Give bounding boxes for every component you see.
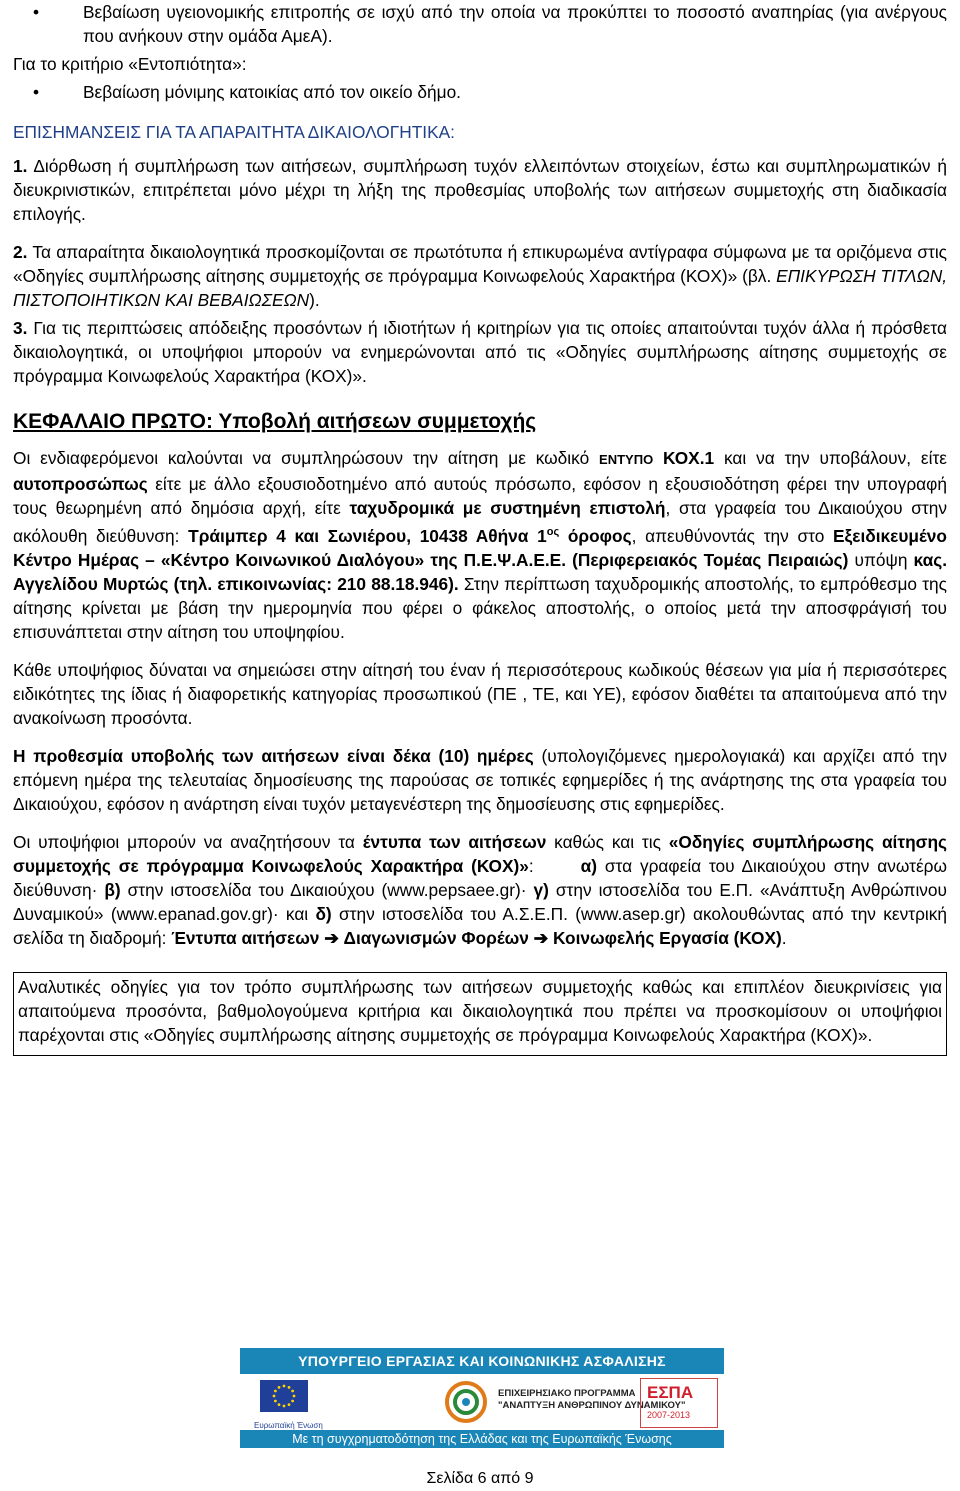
note-italic: ΕΠΙΚΥΡΩΣΗ ΤΙΤΛΩΝ, ΠΙΣΤΟΠΟΙΗΤΙΚΩΝ ΚΑΙ ΒΕΒΑΙΩΣΕΩΝ bbox=[13, 266, 947, 310]
text-span: υπόψη bbox=[848, 549, 914, 570]
path-step-competitions: Διαγωνισμών Φορέων bbox=[343, 927, 529, 948]
text-span: : bbox=[528, 855, 534, 876]
note-text: Τα απαραίτητα δικαιολογητικά προσκομίζονται σε πρωτότυπα ή επικυρωμένα αντίγραφα σύμφωνα με τα οριζόμενα στις «Οδηγίες συμπλήρωσης αίτησης συμμετοχής σε πρόγραμμα Κοινωφελούς Χαρακτήρα (ΚΟΧ)» (βλ. bbox=[13, 242, 947, 286]
espa-years: 2007-2013 bbox=[647, 1410, 691, 1420]
funding-logos-band bbox=[240, 1348, 724, 1448]
text-span: και να την υποβάλουν, είτε bbox=[714, 448, 947, 468]
bullet-icon: • bbox=[33, 82, 40, 102]
text-span: (υπολογιζόμενες ημερολογιακά) και αρχίζει από την επόμενη ημέρα της τελευταίας δημοσίευσης της παρούσας σε τοπικές εφημερίδες ή της ανάρτησης της στα γραφεία του Δικαιούχου, εφόσον η ανάρτηση είναι τυχόν μεταγενέστερη της δημοσίευσης στις εφημερίδες. bbox=[13, 745, 947, 814]
address-text: Τράιμπερ 4 και Σωνιέρου, 10438 Αθήνα 1 bbox=[188, 525, 547, 546]
note-text: Διόρθωση ή συμπλήρωση των αιτήσεων, συμπλήρωση τυχόν ελλειπόντων στοιχείων, έστω και συμπληρωματικών ή διευκρινιστικών, επιτρέπεται μόνο μέχρι τη λήξη της προθεσμίας υποβολής των αιτήσεων συμμετοχής στη διαδικασία επιλογής. bbox=[13, 156, 947, 224]
paragraph-submission bbox=[13, 446, 947, 644]
note-3 bbox=[13, 316, 947, 388]
boxed-note-text: Αναλυτικές οδηγίες για τον τρόπο συμπλήρωσης των αιτήσεων συμμετοχής καθώς και επιπλέον διευκρινίσεις για απαιτούμενα προσόντα, βαθμολογούμενα κριτήρια και δικαιολογητικά που πρέπει να προσκομίσουν οι υποψήφιοι παρέχονται στις «Οδηγίες συμπλήρωσης αίτησης συμμετοχής σε πρόγραμμα Κοινωφελούς Χαρακτήρα (ΚΟΧ)». bbox=[18, 976, 942, 1045]
list-item-text: Βεβαίωση υγειονομικής επιτροπής σε ισχύ από την οποία να προκύπτει το ποσοστό αναπηρίας (για ανέργους που ανήκουν στην ομάδα ΑμεΑ). bbox=[83, 2, 947, 46]
note-number: 1. bbox=[13, 156, 28, 176]
text-span: , στα γραφεία του Δικαιούχου στην ακόλουθη διεύθυνση: bbox=[13, 498, 947, 546]
note-1 bbox=[13, 154, 947, 226]
text-span: , απευθύνοντάς την στο bbox=[631, 525, 834, 546]
registered-mail-text: ταχυδρομικά με συστημένη επιστολή bbox=[349, 498, 666, 518]
paragraph-positions: Κάθε υποψήφιος δύναται να σημειώσει στην αίτησή του έναν ή περισσότερους κωδικούς θέσεων για μία ή περισσότερες ειδικότητες της ίδιας ή διαφορετικής κατηγορίας προσωπικού (ΠΕ , ΤΕ, και ΥΕ), εφόσον διαθέτει τα απαιτούμενα από την ανακοίνωση προσόντα. bbox=[13, 659, 947, 728]
guide-bold: «Οδηγίες συμπλήρωσης αίτησης συμμετοχής σε πρόγραμμα Κοινωφελούς Χαρακτήρα (ΚΟΧ)» bbox=[13, 831, 947, 876]
paragraph-deadline bbox=[13, 744, 947, 816]
text-span: στα γραφεία του Δικαιούχου στην ανωτέρω διεύθυνση· bbox=[13, 855, 947, 900]
arrow-right-icon: ➔ bbox=[324, 927, 339, 948]
text-span: Οι υποψήφιοι μπορούν να αναζητήσουν τα bbox=[13, 831, 363, 852]
criterion-label bbox=[13, 52, 947, 76]
floor-text: όροφος bbox=[559, 525, 632, 546]
form-code: ΚΟΧ.1 bbox=[653, 448, 715, 468]
note-number: 2. bbox=[13, 242, 28, 262]
arrow-right-icon: ➔ bbox=[533, 927, 549, 948]
item-alpha: α) bbox=[580, 855, 598, 876]
text-span: καθώς και τις bbox=[546, 831, 669, 852]
paragraph-forms bbox=[13, 830, 947, 950]
notes-heading: ΕΠΙΣΗΜΑΝΣΕΙΣ ΓΙΑ ΤΑ ΑΠΑΡΑΙΤΗΤΑ ΔΙΚΑΙΟΛΟΓΗΤΙΚΑ: bbox=[13, 122, 455, 142]
page-number: Σελίδα 6 από 9 bbox=[426, 1470, 534, 1487]
item-gamma: γ) bbox=[533, 879, 549, 900]
contact-text: κας. Αγγελίδου Μυρτώς (τηλ. επικοινωνίας: 210 88.18.946). bbox=[13, 549, 947, 594]
text-span: Οι ενδιαφερόμενοι καλούνται να συμπληρώσουν την αίτηση με κωδικό bbox=[13, 448, 600, 468]
cofunding-banner: Με τη συγχρηματοδότηση της Ελλάδας και της Ευρωπαϊκής Ένωσης bbox=[240, 1430, 724, 1448]
note-text: Για τις περιπτώσεις απόδειξης προσόντων ή ιδιοτήτων ή κριτηρίων για τις οποίες απαιτούνται τυχόν άλλα ή πρόσθετα δικαιολογητικά, οι υποψήφιοι μπορούν να ενημερώνονται από τις «Οδηγίες συμπλήρωσης αίτησης συμμετοχής σε πρόγραμμα Κοινωφελούς Χαρακτήρα (ΚΟΧ)». bbox=[13, 318, 947, 386]
center-name: Εξειδικευμένο Κέντρο Ημέρας – «Κέντρο Κοινωνικού Διαλόγου» της Π.Ε.Ψ.Α.Ε.Ε. (Περιφερειακός Τομέας Πειραιώς) bbox=[13, 525, 947, 570]
programme-line-2: "ΑΝΑΠΤΥΞΗ ΑΝΘΡΩΠΙΝΟΥ ΔΥΝΑΜΙΚΟΥ" bbox=[498, 1400, 686, 1411]
espa-title: ΕΣΠΑ bbox=[647, 1383, 694, 1402]
text-span: στην ιστοσελίδα του Α.Σ.Ε.Π. (www.asep.gr) ακολουθώντας από την κεντρική σελίδα τη διαδρομή: bbox=[13, 903, 947, 948]
item-delta: δ) bbox=[315, 903, 332, 924]
eu-flag-icon bbox=[260, 1380, 308, 1412]
path-step-forms: Έντυπα αιτήσεων bbox=[171, 927, 320, 948]
espa-logo bbox=[640, 1378, 718, 1428]
document-page bbox=[13, 0, 947, 1056]
deadline-bold: Η προθεσμία υποβολής των αιτήσεων είναι δέκα (10) ημέρες bbox=[13, 745, 534, 766]
text-span: Στην περίπτωση ταχυδρομικής αποστολής, το εμπρόθεσμο της αίτησης κρίνεται με βάση την ημερομηνία που φέρει ο φάκελος αποστολής, ο οποίος μετά την αποσφράγισή του επισυνάπτεται στην αίτηση του υποψηφίου. bbox=[13, 573, 947, 642]
eu-caption: Ευρωπαϊκή Ένωση bbox=[254, 1421, 323, 1430]
item-beta: β) bbox=[104, 879, 121, 900]
boxed-note bbox=[13, 972, 947, 1056]
operational-programme-logo bbox=[440, 1380, 492, 1424]
list-item bbox=[13, 0, 947, 48]
floor-superscript: ος bbox=[546, 526, 560, 538]
text-span: . bbox=[781, 927, 787, 948]
path-step-community-work: Κοινωφελής Εργασία (ΚΟΧ) bbox=[552, 927, 782, 948]
text-span: στην ιστοσελίδα του Δικαιούχου (www.pepsaee.gr)· bbox=[120, 879, 534, 900]
criterion-label-text: Για το κριτήριο «Εντοπιότητα»: bbox=[13, 54, 247, 74]
note-tail: ). bbox=[309, 290, 320, 310]
list-item-text: Βεβαίωση μόνιμης κατοικίας από τον οικείο δήμο. bbox=[83, 82, 461, 102]
ministry-banner: ΥΠΟΥΡΓΕΙΟ ΕΡΓΑΣΙΑΣ ΚΑΙ ΚΟΙΝΩΝΙΚΗΣ ΑΣΦΑΛΙΣΗΣ bbox=[240, 1348, 724, 1374]
form-code-small: ΕΝΤΥΠΟ bbox=[599, 452, 654, 467]
text-span: στην ιστοσελίδα του Ε.Π. «Ανάπτυξη Ανθρώπινου Δυναμικού» (www.epanad.gov.gr)· και bbox=[13, 879, 947, 924]
forms-bold: έντυπα των αιτήσεων bbox=[362, 831, 547, 852]
list-item bbox=[13, 80, 947, 104]
note-number: 3. bbox=[13, 318, 28, 338]
note-2 bbox=[13, 240, 947, 312]
in-person-text: αυτοπροσώπως bbox=[13, 474, 148, 494]
bullet-icon: • bbox=[33, 2, 40, 22]
logos-row bbox=[240, 1374, 724, 1430]
programme-line-1: ΕΠΙΧΕΙΡΗΣΙΑΚΟ ΠΡΟΓΡΑΜΜΑ bbox=[498, 1388, 636, 1399]
text-span: είτε με άλλο εξουσιοδοτημένο από αυτούς πρόσωπο, εφόσον η εξουσιοδότηση φέρει την υπογραφή τους θεωρημένη από δημόσια αρχή, είτε bbox=[13, 474, 947, 518]
chapter-heading: ΚΕΦΑΛΑΙΟ ΠΡΩΤΟ: Υποβολή αιτήσεων συμμετοχής bbox=[13, 410, 537, 433]
